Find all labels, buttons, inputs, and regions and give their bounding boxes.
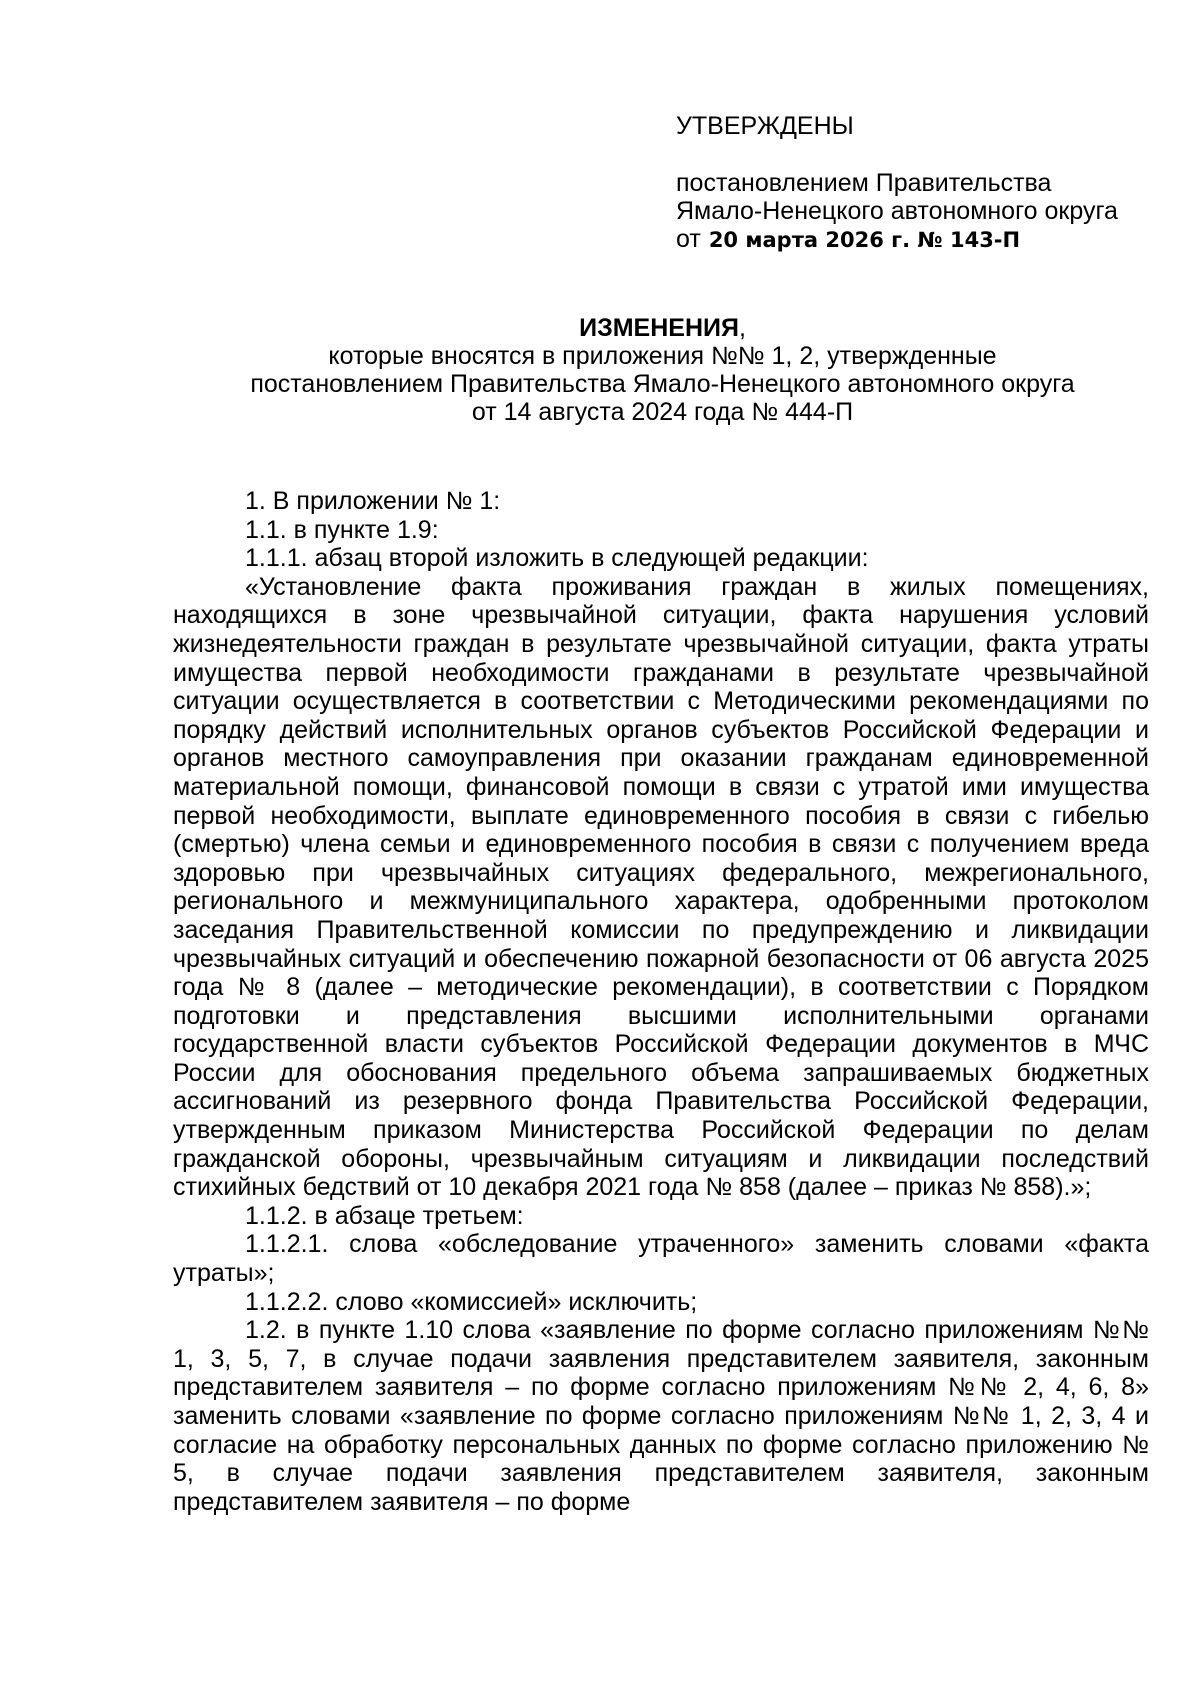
paragraph-1-1-2: 1.1.2. в абзаце третьем:	[245, 1201, 524, 1230]
title-comma: ,	[738, 314, 746, 342]
approval-block	[676, 112, 1156, 254]
paragraph-1-1: 1.1. в пункте 1.9:	[245, 515, 439, 544]
title-heading: ИЗМЕНЕНИЯ	[579, 314, 739, 342]
title-line-1: которые вносятся в приложения №№ 1, 2, утвержденные	[328, 342, 997, 370]
document-body	[173, 487, 1149, 1516]
document-title	[170, 314, 1155, 426]
approval-line-1: постановлением Правительства	[676, 169, 1052, 197]
paragraph-1-1-2-1: 1.1.2.1. слова «обследование утраченного» заменить словами «факта утраты»;	[173, 1230, 1149, 1288]
approval-from: от	[676, 225, 701, 253]
title-line-2: постановлением Правительства Ямало-Ненецкого автономного округа	[250, 370, 1075, 398]
approved-label: УТВЕРЖДЕНЫ	[676, 112, 854, 140]
approval-date-line	[676, 225, 1156, 254]
paragraph-1-1-1: 1.1.1. абзац второй изложить в следующей редакции:	[245, 544, 869, 573]
title-line-3: от 14 августа 2024 года № 444-П	[471, 398, 854, 426]
paragraph-1-1-2-2: 1.1.2.2. слово «комиссией» исключить;	[245, 1287, 698, 1316]
paragraph-quoted-text: «Установление факта проживания граждан в жилых помещениях, находящихся в зоне чрезвычайной ситуации, факта нарушения условий жизнедеятельности граждан в результате чрезвычайной ситуации, факта утраты имущества первой необходимости гражданами в результате чрезвычайной ситуации осуществляется в соответствии с Методическими рекомендациями по порядку действий исполнительных органов субъектов Российской Федерации и органов местного самоуправления при оказании гражданам единовременной материальной помощи, финансовой помощи в связи с утратой ими имущества первой необходимости, выплате единовременного пособия в связи с гибелью (смертью) члена семьи и единовременного пособия в связи с получением вреда здоровью при чрезвычайных ситуациях федерального, межрегионального, регионального и межмуниципального характера, одобренными протоколом заседания Правительственной комиссии по предупреждению и ликвидации чрезвычайных ситуаций и обеспечению пожарной безопасности от 06 августа 2025 года № 8 (далее – методические рекомендации), в соответствии с Порядком подготовки и представления высшими исполнительными органами государственной власти субъектов Российской Федерации документов в МЧС России для обоснования предельного объема запрашиваемых бюджетных ассигнований из резервного фонда Правительства Российской Федерации, утвержденным приказом Министерства Российской Федерации по делам гражданской обороны, чрезвычайным ситуациям и ликвидации последствий стихийных бедствий от 10 декабря 2021 года № 858 (далее – приказ № 858).»;	[173, 572, 1149, 1202]
paragraph-1-2: 1.2. в пункте 1.10 слова «заявление по форме согласно приложениям №№ 1, 3, 5, 7, в случае подачи заявления представителем заявителя, законным представителем заявителя – по форме согласно приложениям №№ 2, 4, 6, 8» заменить словами «заявление по форме согласно приложениям №№ 1, 2, 3, 4 и согласие на обработку персональных данных по форме согласно приложению № 5, в случае подачи заявления представителем заявителя, законным представителем заявителя – по форме	[173, 1316, 1149, 1516]
approval-number: 20 марта 2026 г. № 143-П	[708, 228, 1021, 252]
approval-line-2: Ямало-Ненецкого автономного округа	[676, 197, 1118, 225]
title-heading-line	[170, 314, 1155, 342]
paragraph-1: 1. В приложении № 1:	[245, 487, 501, 515]
